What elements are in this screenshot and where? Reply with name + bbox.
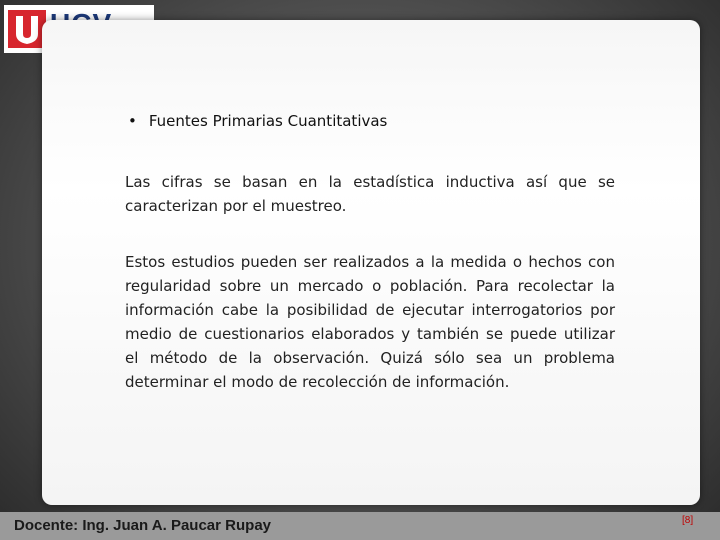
bullet-heading: [128, 112, 387, 130]
teacher-label: Docente: Ing. Juan A. Paucar Rupay: [14, 517, 271, 534]
page-number: [8]: [682, 515, 694, 526]
bullet-title: Fuentes Primarias Cuantitativas: [148, 112, 388, 130]
bullet-icon: •: [128, 112, 137, 130]
paragraph-2: Estos estudios pueden ser realizados a la medida o hechos con regularidad sobre un mercado o población. Para recolectar la información cabe la posibilidad de ejecutar interrogatorios por medio de cuestionarios elaborados y también se puede utilizar el método de la observación. Quizá sólo sea un problema determinar el modo de recolección de información.: [125, 253, 615, 391]
paragraph-1: Las cifras se basan en la estadística inductiva así que se caracterizan por el muestreo.: [125, 173, 615, 215]
ucv-shield-icon: [8, 10, 46, 48]
